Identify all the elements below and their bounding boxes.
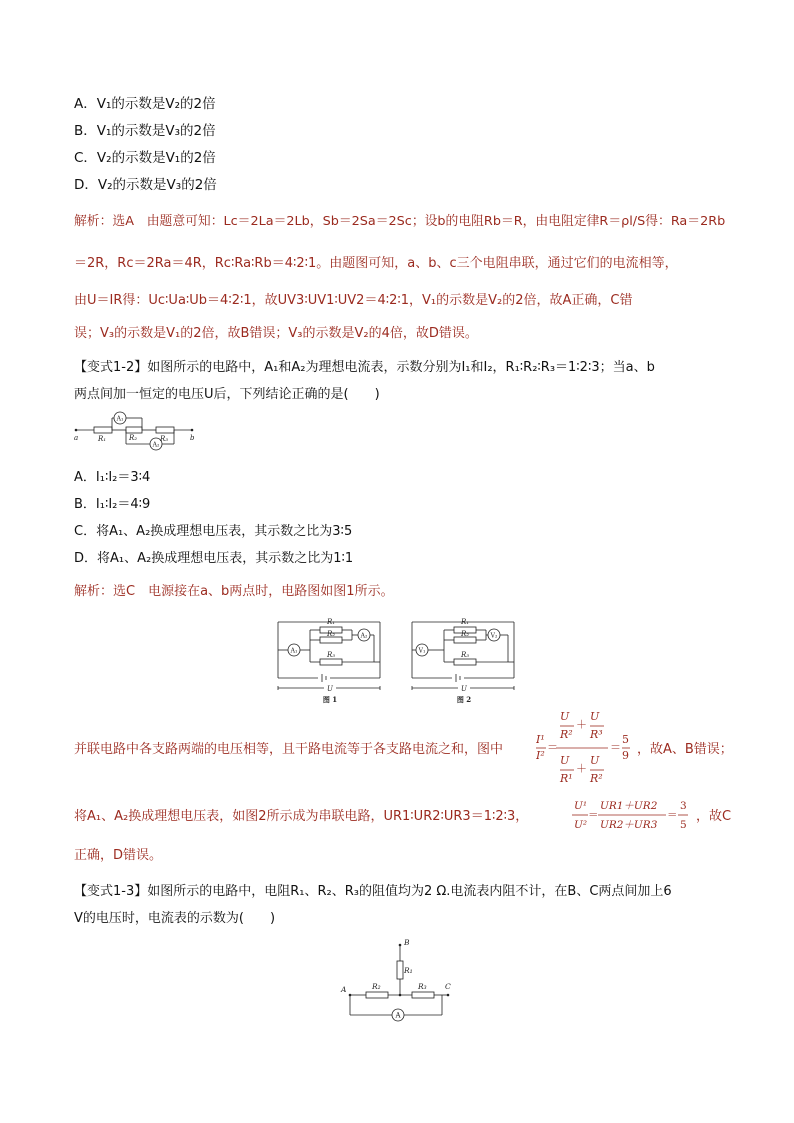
r3-label: R₃ bbox=[461, 651, 470, 659]
voltage-u-label: U bbox=[461, 685, 467, 693]
node-a-label: a bbox=[74, 434, 79, 442]
question-stem: 【变式1-3】如图所示的电路中，电阻R₁、R₂、R₃的阻值均为2 Ω.电流表内阻不计，在B、C两点间加上6 bbox=[74, 884, 672, 899]
ammeter-a1-label: A₁ bbox=[290, 647, 298, 655]
figure-1-caption: 图 1 bbox=[322, 695, 338, 704]
ammeter-label: A bbox=[395, 1011, 401, 1020]
analysis-line-end: ，故A、B错误； bbox=[637, 742, 733, 757]
current-ratio-formula bbox=[536, 706, 636, 790]
analysis-line: 将A₁、A₂换成理想电压表，如图2所示成为串联电路，UR1∶UR2∶UR3＝1∶2∶3， bbox=[74, 809, 529, 824]
option-b: B．V₁的示数是V₃的2倍 bbox=[74, 123, 216, 139]
ammeter-a2-label: A₂ bbox=[360, 632, 368, 640]
svg-text:＝: ＝ bbox=[610, 741, 621, 754]
figure-2-caption: 图 2 bbox=[456, 695, 472, 704]
circuit-diagram-1-2 bbox=[72, 408, 202, 458]
svg-text:＋: ＋ bbox=[576, 718, 587, 731]
formula-result-num: 3 bbox=[680, 800, 687, 812]
analysis-line: 误；V₃的示数是V₁的2倍，故B错误；V₃的示数是V₂的4倍，故D错误。 bbox=[74, 326, 478, 341]
analysis-intro: 解析：选C 电源接在a、b两点时，电路图如图1所示。 bbox=[74, 584, 394, 599]
formula-term: R² bbox=[590, 772, 603, 785]
r1-label: R₁ bbox=[404, 966, 413, 975]
formula-result-den: 5 bbox=[680, 819, 687, 831]
analysis-line-end: ，故C bbox=[696, 809, 732, 824]
formula-result-den: 9 bbox=[622, 749, 629, 762]
node-b-label: b bbox=[190, 434, 195, 442]
r2-label: R₂ bbox=[327, 630, 336, 638]
ammeter-a2-label: A₂ bbox=[152, 441, 160, 449]
analysis-line: 并联电路中各支路两端的电压相等，且干路电流等于各支路电流之和，图中 bbox=[74, 742, 504, 757]
r1-label: R₁ bbox=[98, 435, 107, 443]
option-c: C．将A₁、A₂换成理想电压表，其示数之比为3∶5 bbox=[74, 524, 353, 539]
r2-label: R₂ bbox=[372, 982, 381, 991]
option-a: A．V₁的示数是V₂的2倍 bbox=[74, 96, 216, 112]
circuit-diagram-1-3 bbox=[338, 935, 463, 1030]
r2-label: R₂ bbox=[129, 434, 138, 442]
r2-label: R₂ bbox=[461, 630, 470, 638]
analysis-line: 正确，D错误。 bbox=[74, 848, 163, 863]
r1-label: R₁ bbox=[327, 618, 336, 626]
svg-text:＋: ＋ bbox=[576, 762, 587, 775]
option-c: C．V₂的示数是V₁的2倍 bbox=[74, 150, 216, 166]
svg-text:＝: ＝ bbox=[667, 809, 678, 821]
analysis-line: ＝2R，Rc＝2Ra＝4R，Rc∶Ra∶Rb＝4∶2∶1。由题图可知，a、b、c三个电阻串联，通过它们的电流相等， bbox=[74, 256, 678, 271]
node-c-label: C bbox=[445, 982, 451, 991]
formula-result-num: 5 bbox=[622, 733, 629, 746]
formula-term: U bbox=[590, 754, 600, 767]
r3-label: R₃ bbox=[327, 651, 336, 659]
formula-mid-num: UR1＋UR2 bbox=[600, 800, 658, 812]
option-a: A．I₁∶I₂＝3∶4 bbox=[74, 470, 151, 485]
option-d: D．V₂的示数是V₃的2倍 bbox=[74, 177, 217, 193]
voltmeter-v2-label: V₂ bbox=[490, 632, 498, 640]
voltage-u-label: U bbox=[327, 685, 333, 693]
svg-text:＝: ＝ bbox=[547, 741, 558, 754]
question-stem: V的电压时，电流表的示数为( ) bbox=[74, 911, 276, 926]
formula-term: R¹ bbox=[560, 772, 573, 785]
ammeter-a1-label: A₁ bbox=[116, 415, 124, 423]
analysis-line: 由U＝IR得：Uc∶Ua∶Ub＝4∶2∶1，故UV3∶UV1∶UV2＝4∶2∶1，V₁的示数是V₂的2倍，故A正确，C错 bbox=[74, 293, 633, 308]
svg-text:＝: ＝ bbox=[588, 809, 599, 821]
option-b: B．I₁∶I₂＝4∶9 bbox=[74, 497, 151, 512]
circuit-figure-1 bbox=[270, 610, 390, 705]
formula-term: U bbox=[590, 710, 600, 723]
r3-label: R₃ bbox=[418, 982, 427, 991]
formula-term: R³ bbox=[590, 728, 603, 741]
option-d: D．将A₁、A₂换成理想电压表，其示数之比为1∶1 bbox=[74, 551, 354, 566]
formula-lhs-num: U¹ bbox=[574, 800, 588, 812]
formula-term: R² bbox=[560, 728, 573, 741]
question-stem: 【变式1-2】如图所示的电路中，A₁和A₂为理想电流表，示数分别为I₁和I₂，R₁∶R₂∶R₃＝1∶2∶3；当a、b bbox=[74, 360, 655, 375]
formula-term: U bbox=[560, 754, 570, 767]
formula-lhs-den: U² bbox=[574, 819, 588, 831]
analysis-line: 解析：选A 由题意可知：Lc＝2La＝2Lb，Sb＝2Sa＝2Sc；设b的电阻Rb＝R，由电阻定律R＝ρl/S得：Ra＝2Rb bbox=[74, 214, 726, 229]
r3-label: R₃ bbox=[160, 435, 169, 443]
voltmeter-v1-label: V₁ bbox=[418, 647, 426, 655]
voltage-ratio-formula bbox=[572, 794, 694, 836]
r1-label: R₁ bbox=[461, 618, 470, 626]
formula-lhs-den: I² bbox=[536, 749, 545, 762]
circuit-figure-2 bbox=[404, 610, 524, 705]
formula-mid-den: UR2＋UR3 bbox=[600, 819, 658, 831]
formula-lhs-num: I¹ bbox=[536, 733, 545, 746]
node-b-label: B bbox=[404, 938, 410, 947]
question-stem: 两点间加一恒定的电压U后，下列结论正确的是( ) bbox=[74, 387, 380, 402]
formula-term: U bbox=[560, 710, 570, 723]
node-a-label: A bbox=[341, 985, 347, 994]
